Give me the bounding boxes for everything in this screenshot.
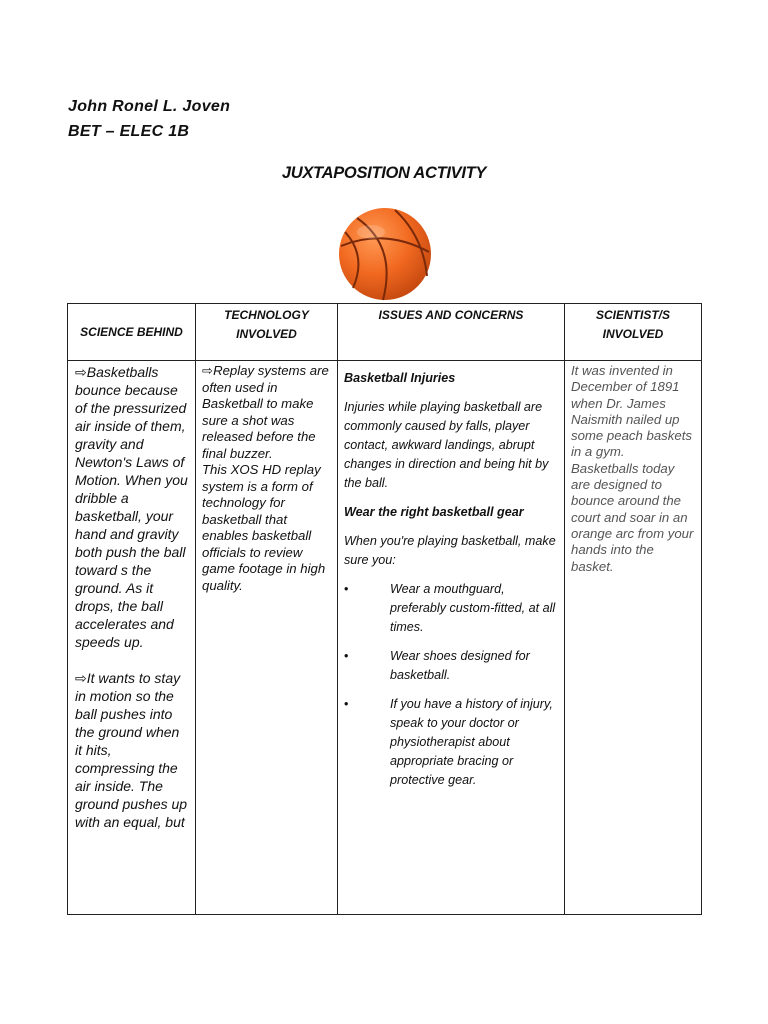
issues-cell: [338, 361, 565, 915]
course-code: BET – ELEC 1B: [68, 123, 190, 140]
arrow-right-icon: ⇨: [202, 363, 214, 378]
basketball-icon: [337, 206, 433, 302]
header-technology: TECHNOLOGY INVOLVED: [196, 304, 338, 361]
scientist-cell: It was invented in December of 1891 when Dr. James Naismith nailed up some peach baskets in a gym. Basketballs today are designed to bounce around the court and soar in an orange arc from your hands into the basket.: [565, 361, 702, 915]
header-science: SCIENCE BEHIND: [68, 304, 196, 361]
header-scientist: SCIENTIST/S INVOLVED: [565, 304, 702, 361]
issues-paragraph: When you're playing basketball, make sure you:: [344, 534, 556, 567]
arrow-right-icon: ⇨: [75, 670, 87, 686]
header-row: [68, 304, 702, 361]
list-item: • Wear a mouthguard, preferably custom-fitted, at all times.: [344, 582, 556, 634]
content-row: [68, 361, 702, 915]
list-item: • Wear shoes designed for basketball.: [344, 649, 530, 682]
header-issues: ISSUES AND CONCERNS: [338, 304, 565, 361]
science-cell: ⇨Basketballs bounce because of the pressurized air inside of them, gravity and Newton's Laws of Motion. When you dribble a basketball, your hand and gravity both push the ball toward s the ground. As it drops, the ball accelerates and speeds up. ⇨It wants to stay in motion so the ball pushes into the ground when it hits, compressing the air inside. The ground pushes up with an equal, but: [68, 361, 196, 915]
issues-paragraph: Injuries while playing basketball are commonly caused by falls, player contact, awkward landings, abrupt changes in direction and being hit by the ball.: [344, 400, 549, 490]
issues-heading-gear: Wear the right basketball gear: [344, 505, 524, 519]
arrow-right-icon: ⇨: [75, 364, 87, 380]
document-title: JUXTAPOSITION ACTIVITY: [281, 164, 487, 182]
technology-cell: ⇨Replay systems are often used in Basketball to make sure a shot was released before the final buzzer. This XOS HD replay system is a form of technology for basketball that enables basketball officials to review game footage in high quality.: [196, 361, 338, 915]
juxtaposition-table: [67, 303, 702, 915]
author-name: John Ronel L. Joven: [68, 98, 231, 115]
author-block: [68, 94, 230, 144]
issues-heading-injuries: Basketball Injuries: [344, 371, 456, 385]
list-item: • If you have a history of injury, speak to your doctor or physiotherapist about appropriate bracing or protective gear.: [344, 697, 553, 787]
